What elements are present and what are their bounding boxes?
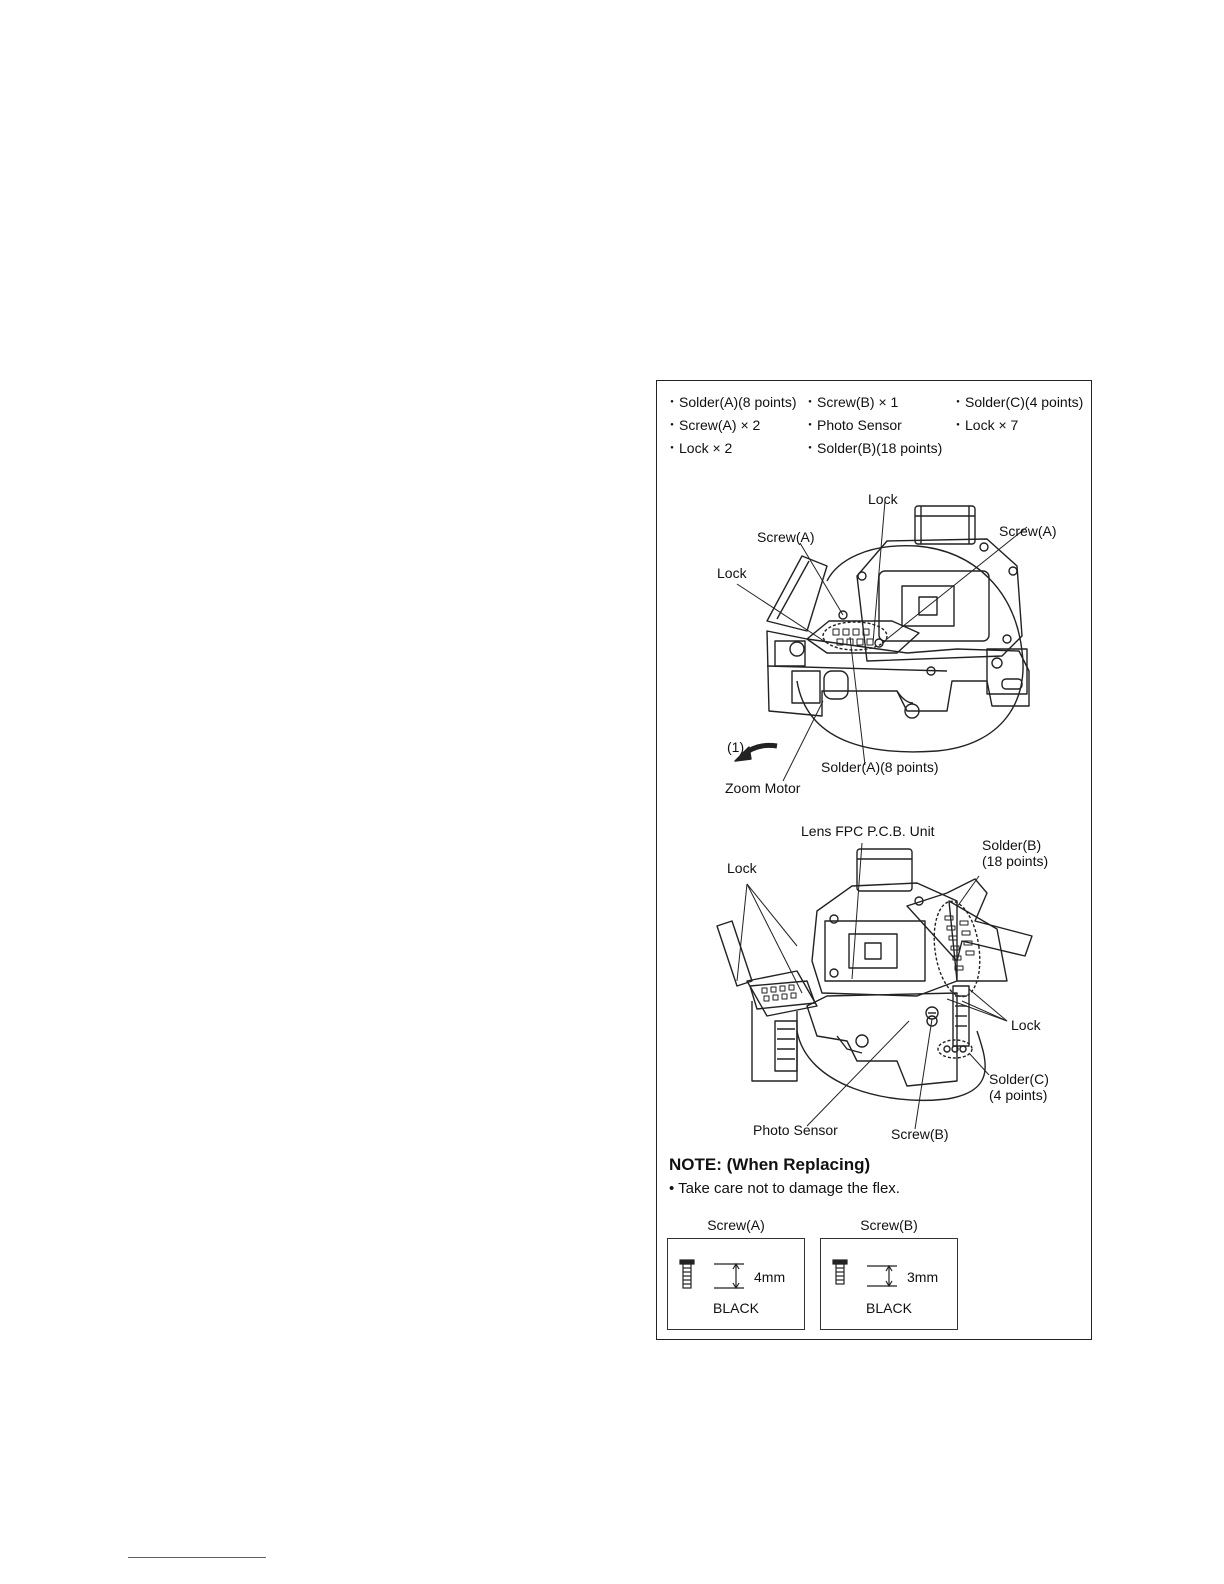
screw-b-length: 3mm — [907, 1269, 939, 1285]
parts-item: ・Solder(A)(8 points) — [665, 394, 797, 410]
screw-b-color: BLACK — [866, 1300, 912, 1316]
label-solder-c-points: (4 points) — [989, 1087, 1048, 1103]
label-lock-top: Lock — [868, 491, 898, 507]
label-solder-a: Solder(A)(8 points) — [821, 759, 939, 775]
label-step-1: (1) — [727, 739, 745, 755]
label-screw-b: Screw(B) — [891, 1126, 949, 1142]
label-solder-c: Solder(C) — [989, 1071, 1049, 1087]
label-solder-b: Solder(B) — [982, 837, 1042, 853]
parts-item: ・Photo Sensor — [803, 417, 902, 433]
label-screw-a-right: Screw(A) — [999, 523, 1057, 539]
label-screw-a-left: Screw(A) — [757, 529, 815, 545]
screw-a-color: BLACK — [713, 1300, 759, 1316]
parts-item: ・Solder(C)(4 points) — [951, 394, 1084, 410]
parts-item: ・Screw(A) × 2 — [665, 417, 761, 433]
bottom-lens-assembly — [717, 849, 1032, 1100]
screw-icon — [678, 1259, 748, 1293]
label-photo-sensor: Photo Sensor — [753, 1122, 838, 1138]
screw-a-length: 4mm — [754, 1269, 786, 1285]
note-title: NOTE: (When Replacing) — [669, 1155, 871, 1174]
parts-item: ・Screw(B) × 1 — [803, 394, 899, 410]
screw-icon — [831, 1259, 901, 1293]
label-lock-left: Lock — [717, 565, 747, 581]
label-lens-fpc-pcb-unit: Lens FPC P.C.B. Unit — [801, 823, 935, 839]
parts-item: ・Solder(B)(18 points) — [803, 440, 943, 456]
parts-item: ・Lock × 2 — [665, 440, 733, 456]
label-zoom-motor: Zoom Motor — [725, 780, 801, 796]
label-solder-b-points: (18 points) — [982, 853, 1049, 869]
screw-a-box — [667, 1238, 805, 1330]
footer-divider — [128, 1557, 266, 1558]
screw-a-title: Screw(A) — [707, 1217, 765, 1233]
parts-item: ・Lock × 7 — [951, 417, 1019, 433]
label-lock-bottom-right: Lock — [1011, 1017, 1041, 1033]
screw-b-box — [820, 1238, 958, 1330]
note-item: • Take care not to damage the flex. — [669, 1180, 900, 1197]
label-lock-bottom-left: Lock — [727, 860, 757, 876]
diagram-frame — [656, 380, 1092, 1340]
screw-b-title: Screw(B) — [860, 1217, 918, 1233]
